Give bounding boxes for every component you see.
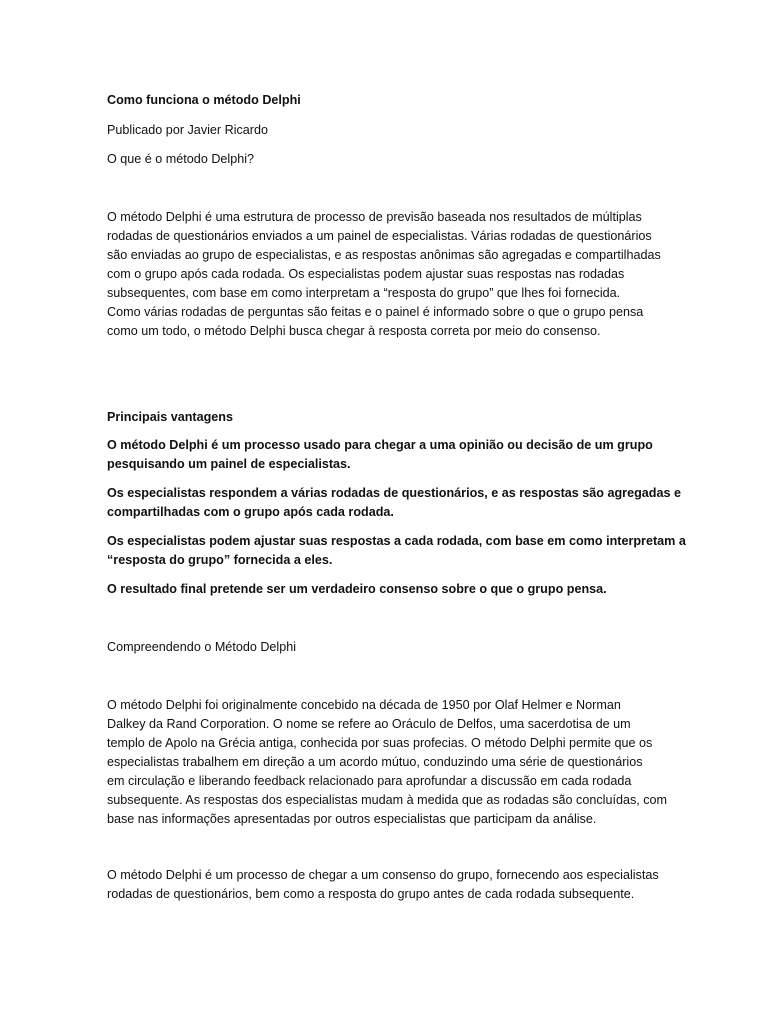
text-line: rodadas de questionários, bem como a resposta do grupo antes de cada rodada subsequente.: [107, 887, 635, 901]
text-line: Como várias rodadas de perguntas são feitas e o painel é informado sobre o que o grupo pensa: [107, 305, 644, 319]
text-line: O método Delphi é uma estrutura de processo de previsão baseada nos resultados de múltiplas: [107, 210, 642, 224]
text-line: pesquisando um painel de especialistas.: [107, 457, 351, 471]
intro-paragraph: [107, 208, 667, 341]
advantage-item: [107, 532, 686, 570]
text-line: O resultado final pretende ser um verdadeiro consenso sobre o que o grupo pensa.: [107, 582, 607, 596]
text-line: templo de Apolo na Grécia antiga, conhecida por suas profecias. O método Delphi permite que os: [107, 736, 653, 750]
text-line: Dalkey da Rand Corporation. O nome se refere ao Oráculo de Delfos, uma sacerdotisa de um: [107, 717, 631, 731]
text-line: subsequentes, com base em como interpretam a “resposta do grupo” que lhes foi fornecida.: [107, 286, 621, 300]
document-title: Como funciona o método Delphi: [107, 93, 301, 107]
text-line: subsequente. As respostas dos especialistas mudam à medida que as rodadas são concluídas, com: [107, 793, 668, 807]
text-line: compartilhadas com o grupo após cada rodada.: [107, 505, 394, 519]
text-line: como um todo, o método Delphi busca chegar à resposta correta por meio do consenso.: [107, 324, 601, 338]
advantage-item: [107, 484, 681, 522]
text-line: O método Delphi foi originalmente concebido na década de 1950 por Olaf Helmer e Norman: [107, 698, 621, 712]
byline: Publicado por Javier Ricardo: [107, 123, 269, 137]
text-line: base nas informações apresentadas por outros especialistas que participam da análise.: [107, 812, 597, 826]
understanding-paragraph: [107, 696, 667, 829]
text-line: são enviadas ao grupo de especialistas, e as respostas anônimas são agregadas e compartilhadas: [107, 248, 661, 262]
text-line: em circulação e liberando feedback relacionado para aprofundar a discussão em cada rodada: [107, 774, 632, 788]
text-line: O método Delphi é um processo de chegar a um consenso do grupo, fornecendo aos especialistas: [107, 868, 659, 882]
understanding-heading: Compreendendo o Método Delphi: [107, 640, 297, 654]
text-line: com o grupo após cada rodada. Os especialistas podem ajustar suas respostas nas rodadas: [107, 267, 625, 281]
text-line: Os especialistas podem ajustar suas respostas a cada rodada, com base em como interpretam a: [107, 534, 686, 548]
text-line: especialistas trabalhem em direção a um acordo mútuo, conduzindo uma série de questionários: [107, 755, 643, 769]
advantages-heading: Principais vantagens: [107, 410, 233, 424]
advantage-item: [107, 580, 667, 599]
section-question: O que é o método Delphi?: [107, 152, 255, 166]
text-line: rodadas de questionários enviados a um painel de especialistas. Várias rodadas de questionários: [107, 229, 652, 243]
closing-paragraph: [107, 866, 667, 904]
text-line: “resposta do grupo” fornecida a eles.: [107, 553, 333, 567]
advantage-item: [107, 436, 667, 474]
text-line: Os especialistas respondem a várias rodadas de questionários, e as respostas são agregadas e: [107, 486, 681, 500]
text-line: O método Delphi é um processo usado para chegar a uma opinião ou decisão de um grupo: [107, 438, 653, 452]
